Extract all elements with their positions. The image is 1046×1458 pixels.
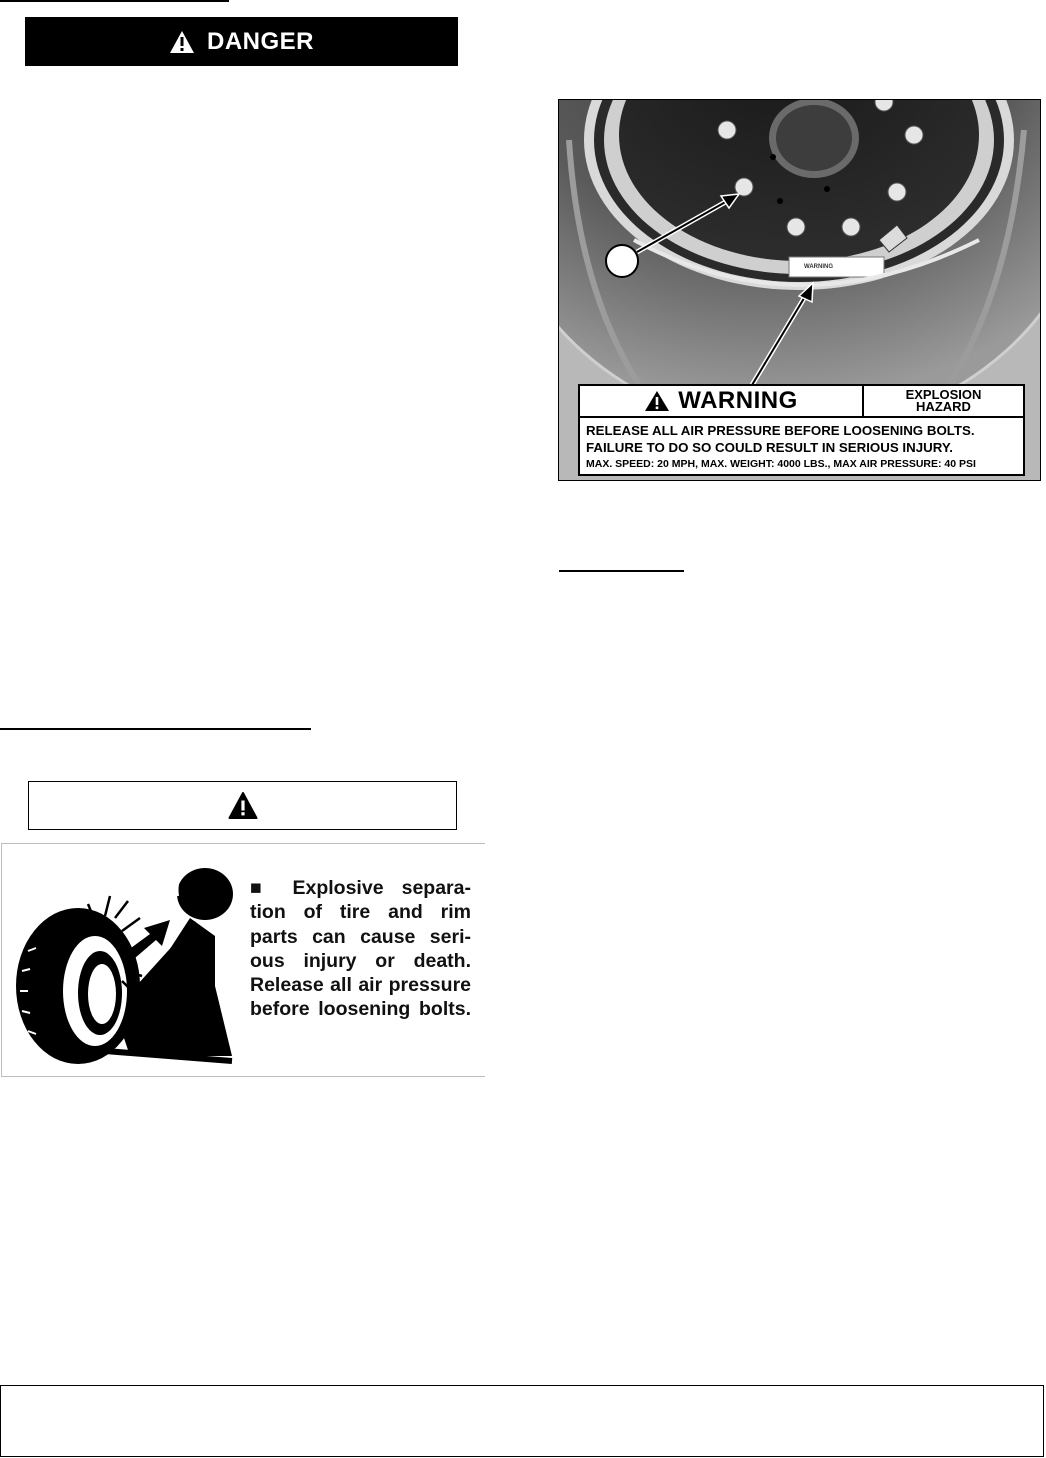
danger-label: DANGER <box>206 27 314 55</box>
warning-decal-line-2: FAILURE TO DO SO COULD RESULT IN SERIOUS INJURY. <box>586 440 953 455</box>
warning-decal-title: WARNING <box>678 387 798 414</box>
decal-line: tion of tire and rim <box>250 901 471 924</box>
tire-explosion-icon <box>10 856 238 1064</box>
decal-line: ous injury or death. <box>250 949 471 972</box>
warning-decal-line-1: RELEASE ALL AIR PRESSURE BEFORE LOOSENING BOLTS. <box>586 423 975 438</box>
warning-decal-header <box>580 386 864 416</box>
section-rule-right <box>559 570 684 572</box>
hazard-line-1: EXPLOSION <box>905 387 982 402</box>
header-rule <box>0 0 229 2</box>
section-rule-left <box>0 728 311 730</box>
rim-small-label: WARNING <box>804 264 833 270</box>
tire-photo <box>558 99 1041 481</box>
decal-line: ■ Explosive separa- <box>250 877 471 899</box>
safety-decal <box>1 843 485 1077</box>
warning-decal-line-3: MAX. SPEED: 20 MPH, MAX. WEIGHT: 4000 LBS., MAX AIR PRESSURE: 40 PSI <box>586 458 976 470</box>
hazard-type <box>864 386 1023 416</box>
decal-text <box>250 876 471 1022</box>
decal-line: before loosening bolts. <box>250 998 471 1021</box>
warning-triangle-icon <box>644 390 670 412</box>
warning-decal <box>578 384 1025 476</box>
decal-line: Release all air pressure <box>250 974 471 997</box>
warning-header-box <box>28 781 457 830</box>
warning-triangle-icon <box>169 30 195 54</box>
footer-box <box>0 1385 1044 1457</box>
decal-line: parts can cause seri- <box>250 925 471 948</box>
warning-triangle-icon <box>228 791 258 821</box>
danger-banner <box>25 17 458 66</box>
hazard-line-2: HAZARD <box>916 399 971 414</box>
